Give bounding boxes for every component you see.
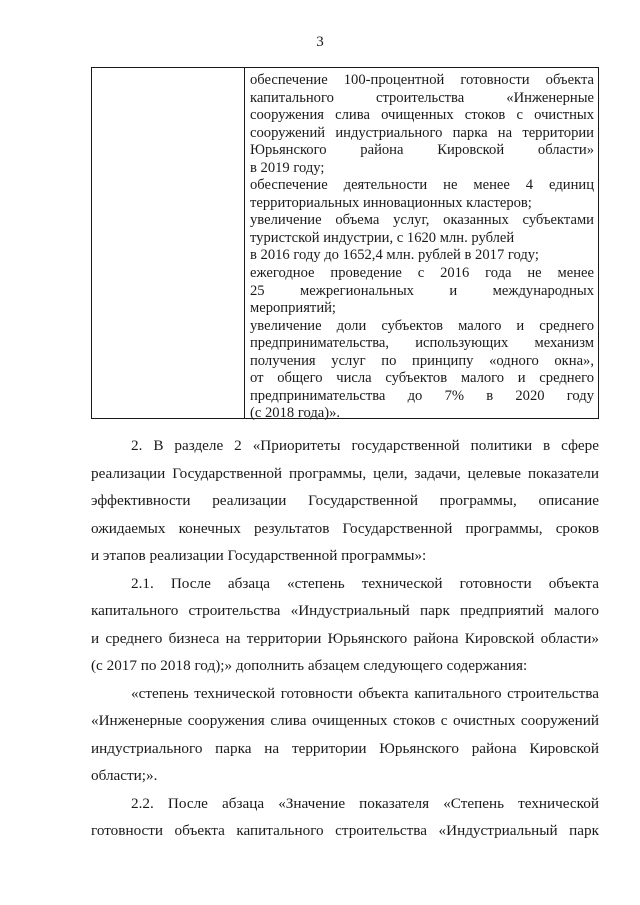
text-line: 2.2. После абзаца «Значение показателя «Степень технической [131,794,599,812]
table-line: сооружения слива очищенных стоков с очистных [250,107,594,124]
table-line: предпринимательства до 7% в 2020 году [250,387,594,404]
table-line: в 2019 году; [250,159,325,176]
table-line: ежегодное проведение с 2016 года не менее [250,265,594,282]
table-line: туристской индустрии, с 1620 млн. рублей [250,229,515,246]
table-line: мероприятий; [250,300,336,317]
text-line: ожидаемых конечных результатов Государственной программы, сроков [91,519,599,537]
text-line: (с 2017 по 2018 год);» дополнить абзацем следующего содержания: [91,657,528,674]
table-line: (с 2018 года)». [250,405,341,422]
table-line: Юрьянского района Кировской области» [250,142,594,159]
table-line: обеспечение 100-процентной готовности объекта [250,72,594,88]
table-line: обеспечение деятельности не менее 4 единиц [250,177,594,194]
table-line: предпринимательства, использующих механизм [250,335,594,352]
text-line: готовности объекта капитального строительства «Индустриальный парк [91,822,599,839]
text-line: и среднего бизнеса на территории Юрьянского района Кировской области» [91,629,599,647]
inserted-quote-paragraph [91,680,599,790]
text-line: области;». [91,767,158,784]
text-line: 2.1. После абзаца «степень технической готовности объекта [131,574,599,592]
text-line: «Инженерные сооружения слива очищенных стоков с очистных сооружений [91,712,599,729]
table-line: 25 межрегиональных и международных [250,282,594,299]
text-line: 2. В разделе 2 «Приоритеты государственной политики в сфере [131,437,599,454]
text-line: капитального строительства «Индустриальный парк предприятий малого [91,602,599,619]
text-line: «степень технической готовности объекта капитального строительства [131,684,599,702]
document-body [91,432,599,845]
table-line: капитального строительства «Инженерные [250,89,594,106]
text-line: индустриального парка на территории Юрьянского района Кировской [91,739,599,757]
table-cell-expected-results [250,72,594,423]
table-line: территориальных инновационных кластеров; [250,194,532,211]
table-column-divider [244,68,245,418]
text-line: реализации Государственной программы, цели, задачи, целевые показатели [91,464,599,482]
paragraph-2-2 [91,790,599,845]
table-line: сооружений индустриального парка на территории [250,124,594,141]
paragraph-2 [91,432,599,570]
paragraph-2-1 [91,570,599,680]
text-line: и этапов реализации Государственной программы»: [91,547,427,564]
page-number: 3 [316,34,324,50]
indicators-table [91,67,599,422]
text-line: эффективности реализации Государственной программы, описание [91,492,599,509]
table-line: в 2016 году до 1652,4 млн. рублей в 2017 году; [250,247,539,264]
table-line: от общего числа субъектов малого и среднего [250,370,594,387]
table-line: увеличение объема услуг, оказанных субъектами [250,212,594,229]
table-line: увеличение доли субъектов малого и среднего [250,317,594,334]
table-line: получения услуг по принципу «одного окна», [250,352,594,369]
